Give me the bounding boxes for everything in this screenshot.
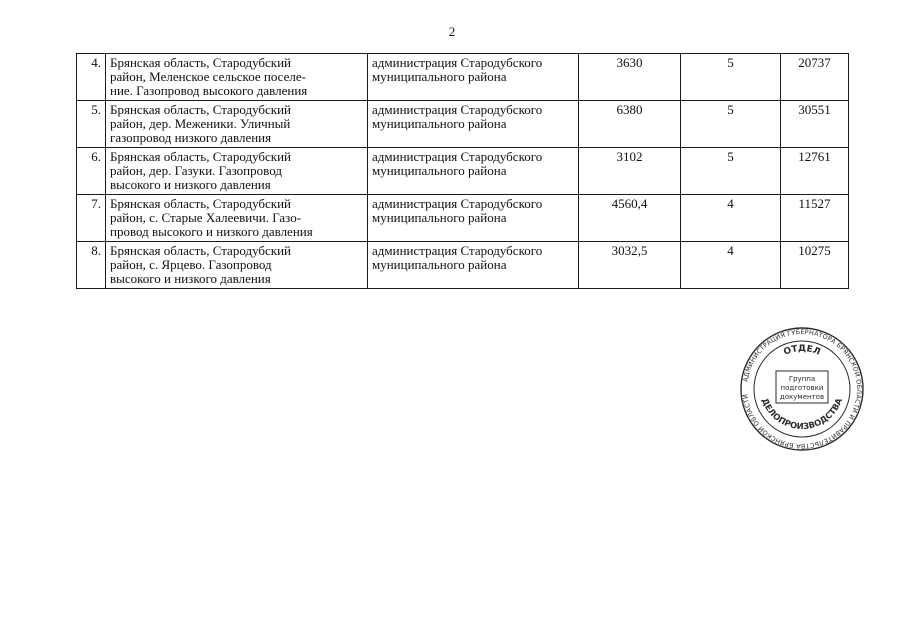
stamp-department-bottom	[760, 396, 844, 431]
count-cell: 5	[681, 148, 781, 195]
stamp-department-top-path: ОТДЕЛ	[782, 343, 822, 358]
count-cell: 5	[681, 101, 781, 148]
cost-cell: 20737	[781, 54, 849, 101]
organization-cell	[368, 195, 579, 242]
organization-line: муниципального района	[372, 257, 507, 272]
table-row	[77, 101, 849, 148]
location-cell	[106, 101, 368, 148]
page-number: 2	[448, 24, 456, 39]
length-cell: 3102	[579, 148, 681, 195]
organization-cell	[368, 54, 579, 101]
table-row	[77, 195, 849, 242]
stamp-center-line: подготовки	[780, 384, 824, 392]
location-line: район, Меленское сельское поселе-	[110, 69, 306, 84]
row-number: 4.	[77, 54, 106, 101]
cost-cell: 11527	[781, 195, 849, 242]
location-line: район, с. Старые Халеевичи. Газо-	[110, 210, 302, 225]
pipeline-table	[76, 53, 849, 289]
location-line: провод высокого и низкого давления	[110, 224, 313, 239]
office-stamp	[740, 327, 864, 451]
organization-line: администрация Стародубского	[372, 243, 543, 258]
cost-cell: 10275	[781, 242, 849, 289]
location-line: Брянская область, Стародубский	[110, 243, 292, 258]
cost-cell: 12761	[781, 148, 849, 195]
location-line: Брянская область, Стародубский	[110, 102, 292, 117]
location-line: газопровод низкого давления	[110, 130, 272, 145]
stamp-outer-textpath: АДМИНИСТРАЦИЯ ГУБЕРНАТОРА БРЯНСКОЙ ОБЛАСТИ И ПРАВИТЕЛЬСТВА БРЯНСКОЙ ОБЛАСТИ	[741, 327, 864, 451]
location-line: район, с. Ярцево. Газопровод	[110, 257, 272, 272]
table-row	[77, 148, 849, 195]
organization-line: муниципального района	[372, 210, 507, 225]
location-cell	[106, 195, 368, 242]
location-line: высокого и низкого давления	[110, 271, 271, 286]
location-line: Брянская область, Стародубский	[110, 55, 292, 70]
count-cell: 5	[681, 54, 781, 101]
table-row	[77, 242, 849, 289]
location-line: район, дер. Газуки. Газопровод	[110, 163, 282, 178]
stamp-department-bottom-path: ДЕЛОПРОИЗВОДСТВА	[759, 396, 845, 432]
organization-line: администрация Стародубского	[372, 55, 543, 70]
organization-cell	[368, 148, 579, 195]
organization-line: администрация Стародубского	[372, 149, 543, 164]
stamp-department-top	[782, 344, 821, 358]
location-cell	[106, 148, 368, 195]
count-cell: 4	[681, 242, 781, 289]
length-cell: 3032,5	[579, 242, 681, 289]
stamp-center-line: Группа	[788, 375, 816, 383]
table-body	[77, 54, 849, 289]
length-cell: 3630	[579, 54, 681, 101]
location-line: район, дер. Меженики. Уличный	[110, 116, 291, 131]
stamp-center-line: документов	[779, 393, 825, 401]
row-number: 6.	[77, 148, 106, 195]
organization-line: муниципального района	[372, 69, 507, 84]
location-line: Брянская область, Стародубский	[110, 196, 292, 211]
length-cell: 6380	[579, 101, 681, 148]
organization-line: администрация Стародубского	[372, 196, 543, 211]
organization-cell	[368, 242, 579, 289]
count-cell: 4	[681, 195, 781, 242]
location-cell	[106, 242, 368, 289]
row-number: 8.	[77, 242, 106, 289]
organization-line: муниципального района	[372, 163, 507, 178]
cost-cell: 30551	[781, 101, 849, 148]
row-number: 7.	[77, 195, 106, 242]
row-number: 5.	[77, 101, 106, 148]
table-row	[77, 54, 849, 101]
location-line: Брянская область, Стародубский	[110, 149, 292, 164]
organization-line: муниципального района	[372, 116, 507, 131]
location-line: высокого и низкого давления	[110, 177, 271, 192]
location-cell	[106, 54, 368, 101]
location-line: ние. Газопровод высокого давления	[110, 83, 308, 98]
organization-line: администрация Стародубского	[372, 102, 543, 117]
organization-cell	[368, 101, 579, 148]
length-cell: 4560,4	[579, 195, 681, 242]
